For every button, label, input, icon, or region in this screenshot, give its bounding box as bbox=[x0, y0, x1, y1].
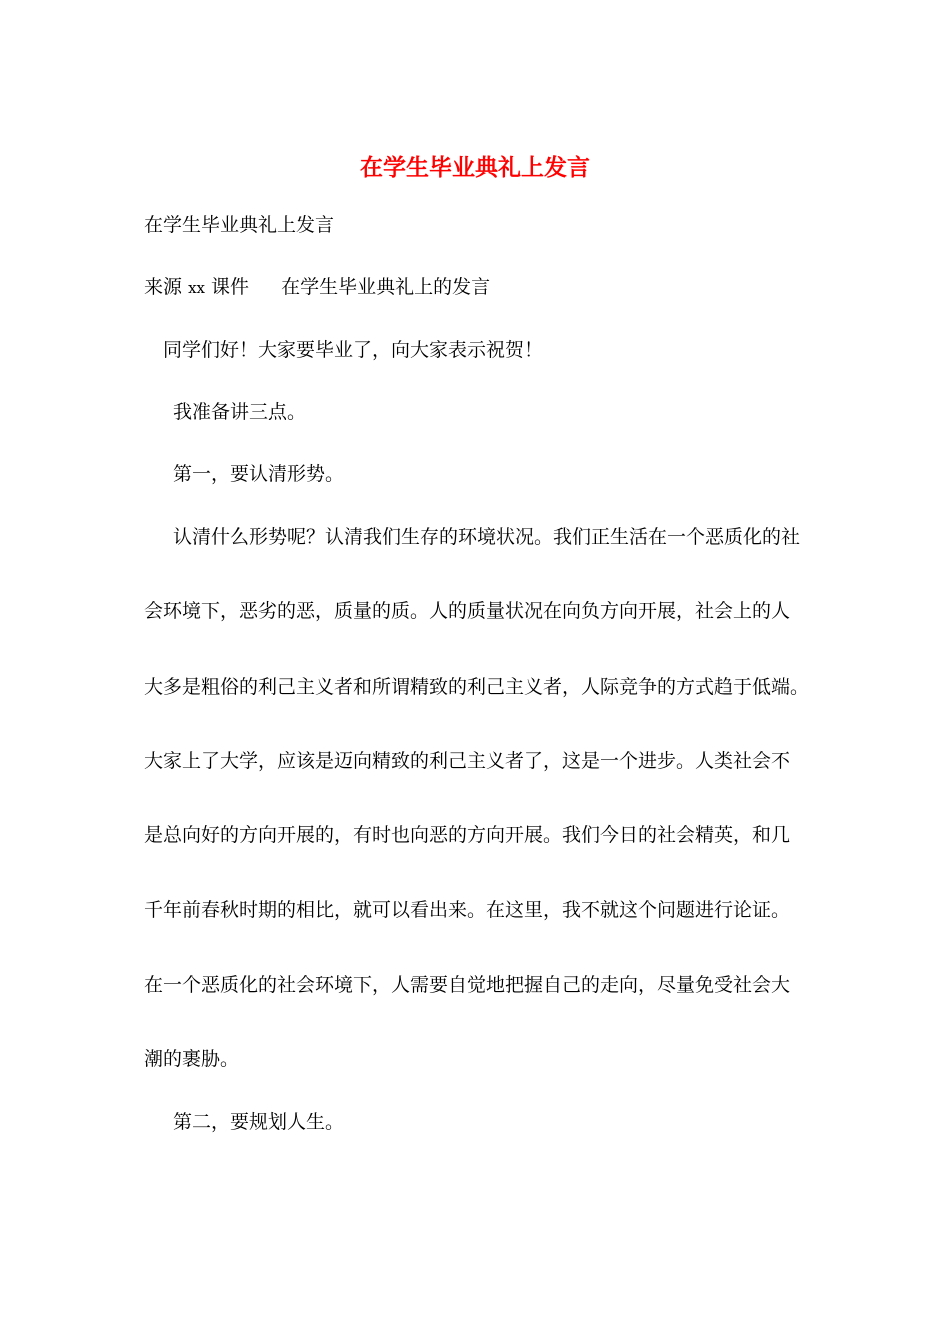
source-prefix: 来源 bbox=[144, 276, 183, 298]
body-line: 大多是粗俗的利己主义者和所谓精致的利己主义者，人际竞争的方式趋于低端。 bbox=[144, 676, 810, 698]
source-heading: 在学生毕业典礼上的发言 bbox=[281, 276, 491, 298]
body-line: 潮的裹胁。 bbox=[144, 1048, 240, 1070]
point-one-heading: 第一，要认清形势。 bbox=[173, 463, 345, 485]
source-suffix: 课件 bbox=[211, 276, 250, 298]
document-subtitle: 在学生毕业典礼上发言 bbox=[144, 214, 335, 236]
body-line: 会环境下，恶劣的恶，质量的质。人的质量状况在向负方向开展，社会上的人 bbox=[144, 600, 791, 622]
source-code: xx bbox=[188, 279, 205, 297]
body-line: 在一个恶质化的社会环境下，人需要自觉地把握自己的走向，尽量免受社会大 bbox=[144, 974, 791, 996]
point-two-heading: 第二，要规划人生。 bbox=[173, 1111, 345, 1133]
intro-paragraph: 我准备讲三点。 bbox=[173, 401, 307, 423]
body-line: 千年前春秋时期的相比，就可以看出来。在这里，我不就这个问题进行论证。 bbox=[144, 899, 791, 921]
document-title: 在学生毕业典礼上发言 bbox=[360, 154, 590, 181]
body-line: 是总向好的方向开展的，有时也向恶的方向开展。我们今日的社会精英，和几 bbox=[144, 824, 791, 846]
source-line bbox=[144, 274, 490, 301]
body-line: 认清什么形势呢？认清我们生存的环境状况。我们正生活在一个恶质化的社 bbox=[173, 526, 801, 548]
greeting-paragraph: 同学们好！大家要毕业了，向大家表示祝贺！ bbox=[163, 339, 544, 361]
body-line: 大家上了大学，应该是迈向精致的利己主义者了，这是一个进步。人类社会不 bbox=[144, 750, 791, 772]
